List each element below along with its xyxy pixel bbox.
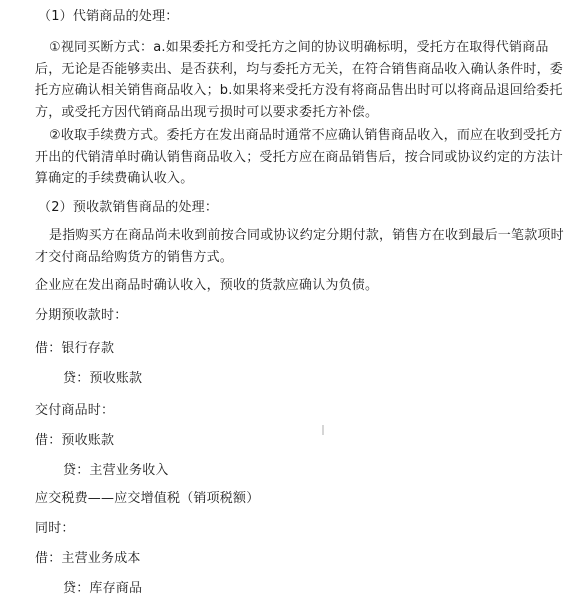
text-delivery-label: 交付商品时：	[35, 403, 115, 418]
journal-credit-vat-output: 应交税费——应交增值税（销项税额）	[35, 491, 260, 506]
paragraph-advance-definition: 是指购买方在商品尚未收到前按合同或协议约定分期付款，销售方在收到最后一笔款项时才交付商品给购货方的销售方式。	[35, 228, 564, 265]
section-heading-advance-payment: （2）预收款销售商品的处理：	[38, 200, 219, 215]
journal-credit-inventory: 贷：库存商品	[63, 581, 143, 596]
text-simultaneously-label: 同时：	[35, 521, 75, 536]
paragraph-buyout-method: ①视同买断方式：a.如果委托方和受托方之间的协议明确标明，受托方在取得代销商品后，无论是否能够卖出、是否获利，均与委托方无关，在符合销售商品收入确认条件时，委托方应确认相关销售商品收入；b.如果将来受托方没有将商品售出时可以将商品退回给委托方，或受托方因代销商品出现亏损时可以要求委托方补偿。	[35, 40, 564, 120]
journal-credit-advance-receipts: 贷：预收账款	[63, 371, 143, 386]
text-recognition-rule: 企业应在发出商品时确认收入，预收的货款应确认为负债。	[35, 278, 379, 293]
journal-credit-main-revenue: 贷：主营业务收入	[63, 463, 169, 478]
paragraph-commission-method: ②收取手续费方式。委托方在发出商品时通常不应确认销售商品收入，而应在收到受托方开出的代销清单时确认销售商品收入；受托方应在商品销售后，按合同或协议约定的方法计算确定的手续费确认收入。	[35, 128, 564, 186]
journal-debit-main-cost: 借：主营业务成本	[35, 551, 141, 566]
section-heading-consignment: （1）代销商品的处理：	[38, 9, 179, 24]
text-installment-label: 分期预收款时：	[35, 308, 128, 323]
journal-debit-advance-receipts: 借：预收账款	[35, 433, 115, 448]
journal-debit-bank-deposit: 借：银行存款	[35, 341, 115, 356]
scan-artifact	[322, 425, 324, 435]
